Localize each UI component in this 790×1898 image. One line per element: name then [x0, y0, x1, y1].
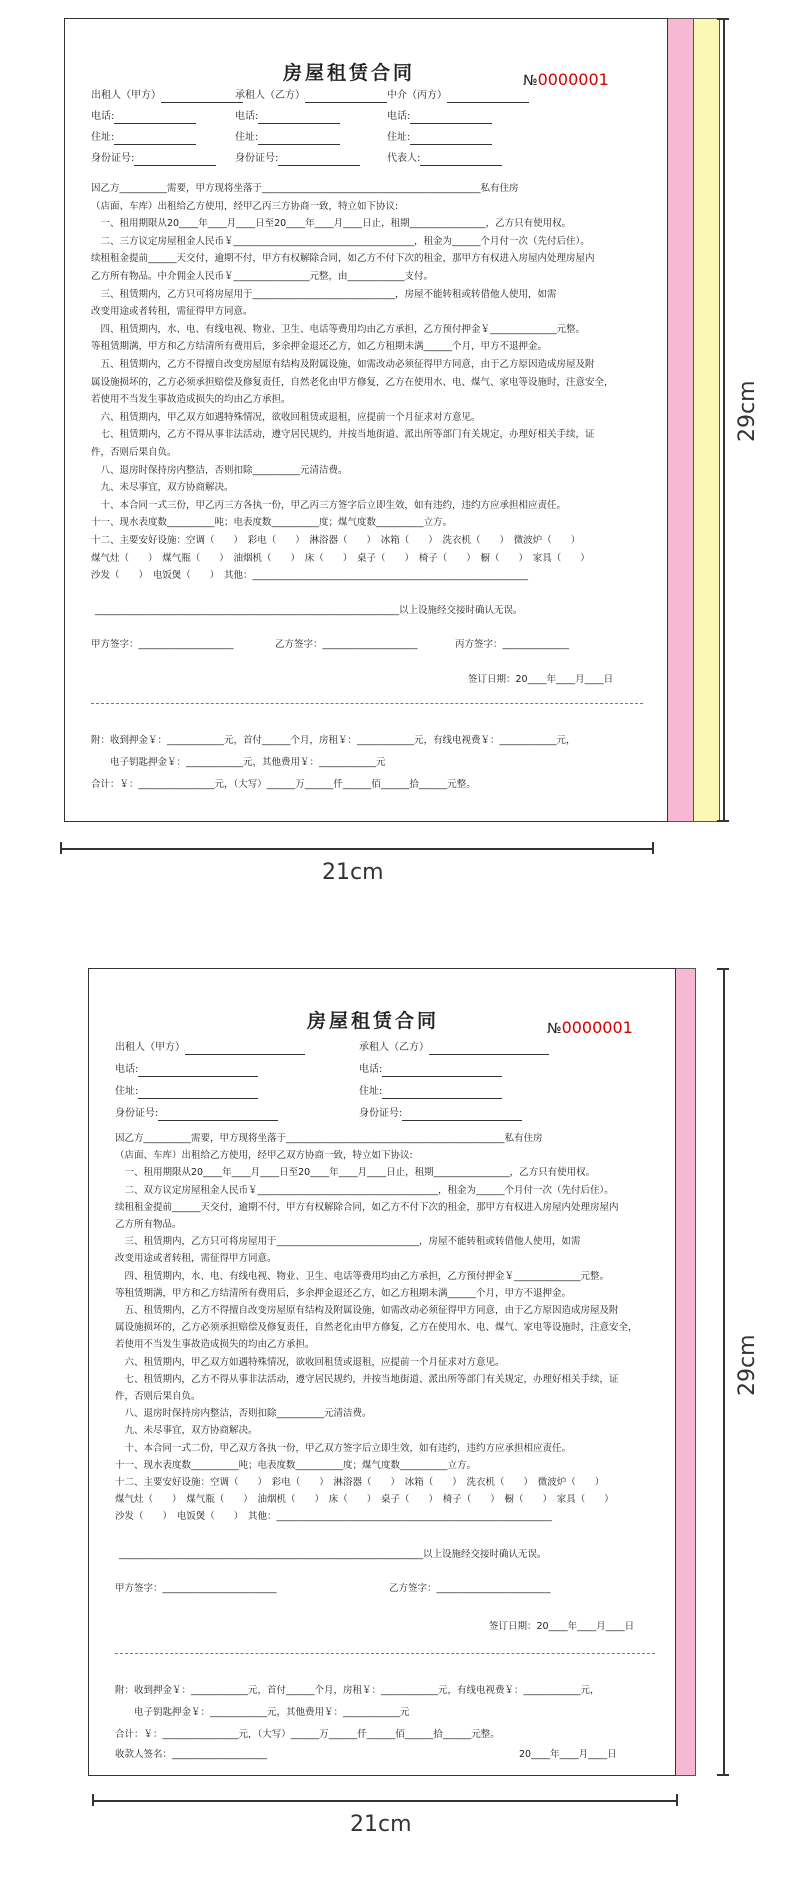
clause-line: 煤气灶（ ） 煤气瓶（ ） 油烟机（ ） 床（ ） 桌子（ ） 椅子（ ） 橱（ ） 家具（ ）	[115, 1494, 614, 1506]
form1-row2-field-2[interactable]	[387, 110, 492, 124]
clause-line: 三、租赁期内，乙方只可将房屋用于______________________________，房屋不能转租或转借他人使用，如需	[91, 288, 557, 300]
clause-line: 四、租赁期内，水、电、有线电视、物业、卫生、电话等费用均由乙方承担，乙方预付押金￥______________元整。	[91, 323, 586, 335]
form2-row1-label-1: 承租人（乙方）	[359, 1042, 429, 1053]
form1-row1-label-1: 承租人（乙方）	[235, 90, 305, 101]
serial-value: 0000001	[537, 70, 609, 89]
contract-form-two-party	[88, 968, 676, 1776]
form1-row3-label-2: 住址:	[387, 132, 411, 143]
form1-row1-label-2: 中介（丙方）	[387, 90, 447, 101]
form1-row1-field-2[interactable]	[387, 89, 529, 103]
serial-number	[523, 69, 609, 91]
clause-line: 件，否则后果自负。	[91, 447, 177, 458]
clause-line: 等租赁期满，甲方和乙方结清所有费用后，多余押金退还乙方，如乙方租期未满______个月，甲方不退押金。	[115, 1287, 572, 1299]
clause-line: 因乙方__________需要，甲方现将坐落于______________________________________________私有住房	[91, 183, 519, 194]
form2-row3-label-0: 住址:	[115, 1086, 139, 1097]
form1-row2-field-0[interactable]	[91, 110, 196, 124]
form2-row4-input-1[interactable]	[402, 1109, 522, 1121]
height-dimension-label: 29cm	[735, 380, 760, 442]
form1-row1-input-2[interactable]	[447, 91, 529, 103]
height-dimension-tick-top-2	[717, 968, 729, 970]
serial-prefix: №	[523, 73, 538, 89]
serial-value-2: 0000001	[561, 1018, 633, 1037]
clause-line: 五、租赁期内，乙方不得擅自改变房屋原有结构及附属设施，如需改动必须征得甲方同意，由于乙方原因造成房屋及附	[115, 1305, 619, 1316]
width-dimension-label: 21cm	[322, 860, 384, 885]
clause-line: 十、本合同一式二份，甲乙双方各执一份，甲乙双方签字后立即生效，如有违约，违约方应承担相应责任。	[115, 1442, 572, 1454]
form1-row4-field-2[interactable]	[387, 152, 502, 166]
serial-number-2	[547, 1017, 633, 1039]
clause-line: 属设施损坏的，乙方必须承担赔偿及修复责任，自然老化由甲方修复，乙方在使用水、电、煤气、家电等设施时，注意安全，	[91, 376, 614, 388]
page-title-2: 房屋租赁合同	[307, 1010, 440, 1032]
form1-row4-field-1[interactable]	[235, 152, 360, 166]
width-dimension-tick-right-2	[676, 1794, 678, 1806]
form2-row1-input-1[interactable]	[429, 1043, 549, 1055]
form2-row1-input-0[interactable]	[185, 1043, 305, 1055]
signature-party-b: 乙方签字：____________________	[275, 639, 418, 650]
form2-row2-field-0[interactable]	[115, 1063, 258, 1077]
clause-line: 九、未尽事宜，双方协商解决。	[115, 1425, 258, 1437]
clause-line: 十二、主要安好设施：空调（ ） 彩电（ ） 淋浴器（ ） 冰箱（ ） 洗衣机（ ） 微波炉（ ）	[115, 1477, 605, 1488]
fee-line-2-2: 电子钥匙押金￥：____________元，其他费用￥：____________元	[115, 1707, 410, 1718]
receiver-signature: 收款人签名：____________________	[115, 1749, 268, 1760]
signing-date-2: 签订日期：20____年____月____日	[489, 1621, 635, 1632]
clause-line: 十一、现水表度数__________吨；电表度数__________度；煤气度数__________立方。	[91, 517, 453, 529]
clause-line: 七、租赁期内，乙方不得从事非法活动，遵守居民规约，并按当地街道、派出所等部门有关规定，办理好相关手续，证	[91, 429, 595, 441]
clause-line: 二、三方议定房屋租金人民币￥______________________________________，租金为______个月付一次（先付后住）。	[91, 235, 590, 247]
form1-row4-input-0[interactable]	[134, 154, 216, 166]
clause-line: 四、租赁期内，水、电、有线电视、物业、卫生、电话等费用均由乙方承担，乙方预付押金￥______________元整。	[115, 1270, 610, 1282]
form2-row2-input-0[interactable]	[138, 1065, 258, 1077]
clause-line: 五、租赁期内，乙方不得擅自改变房屋原有结构及附属设施，如需改动必须征得甲方同意，由于乙方原因造成房屋及附	[91, 359, 595, 370]
clause-line: 属设施损坏的，乙方必须承担赔偿及修复责任，自然老化由甲方修复，乙方在使用水、电、煤气、家电等设施时，注意安全，	[115, 1322, 638, 1334]
clause-line: 六、租赁期内，甲乙双方如遇特殊情况，欲收回租赁或退租，应提前一个月征求对方意见。	[115, 1356, 505, 1368]
clause-line: 续租租金提前______天交付，逾期不付，甲方有权解除合同，如乙方不付下次的租金，那甲方有权进入房屋内处理房屋内	[115, 1201, 619, 1213]
facility-confirm-2: ________________________________________________________________以上设施经交接时确认无误。	[119, 1549, 547, 1560]
divider-line-2	[115, 1653, 655, 1654]
form1-row4-input-2[interactable]	[420, 154, 502, 166]
form1-row3-field-1[interactable]	[235, 131, 340, 145]
height-dimension-tick-bottom-2	[717, 1774, 729, 1776]
form1-row3-input-1[interactable]	[258, 133, 340, 145]
clause-line: 九、未尽事宜，双方协商解决。	[91, 482, 234, 494]
form2-row4-field-1[interactable]	[359, 1107, 522, 1121]
fee-total: 合计：￥：________________元，（大写）______万______仟______佰______拾______元整。	[91, 779, 476, 790]
clause-line: 改变用途或者转租，需征得甲方同意。	[115, 1253, 277, 1265]
signature-party-b-2: 乙方签字：________________________	[389, 1583, 551, 1594]
clause-line: 若使用不当发生事故造成损失的均由乙方承担。	[91, 394, 291, 406]
form2-row3-field-1[interactable]	[359, 1085, 502, 1099]
width-dimension-tick-right	[652, 842, 654, 854]
clause-line: 一、租用期限从20____年____月____日至20____年____月____日止，租期________________，乙方只有使用权。	[91, 218, 572, 230]
form1-row1-field-0[interactable]	[91, 89, 243, 103]
clause-line: 二、双方议定房屋租金人民币￥______________________________________，租金为______个月付一次（先付后住）。	[115, 1184, 614, 1196]
clause-line: 因乙方__________需要，甲方现将坐落于______________________________________________私有住房	[115, 1133, 543, 1144]
signing-date: 签订日期：20____年____月____日	[468, 674, 614, 685]
fee-line-2: 电子钥匙押金￥：____________元，其他费用￥：____________元	[91, 757, 386, 768]
form1-row4-label-0: 身份证号:	[91, 153, 135, 164]
clause-line: 十、本合同一式三份，甲乙丙三方各执一份，甲乙丙三方签字后立即生效，如有违约，违约方应承担相应责任。	[91, 499, 567, 511]
clause-line: 三、租赁期内，乙方只可将房屋用于______________________________，房屋不能转租或转借他人使用，如需	[115, 1236, 581, 1248]
clause-line: 件，否则后果自负。	[115, 1391, 201, 1402]
clause-line: 沙发（ ） 电饭煲（ ） 其他：__________________________________________________________	[91, 570, 529, 582]
form1-row3-field-0[interactable]	[91, 131, 196, 145]
form1-row3-input-0[interactable]	[114, 133, 196, 145]
form2-row4-field-0[interactable]	[115, 1107, 278, 1121]
form1-row3-label-0: 住址:	[91, 132, 115, 143]
form2-row3-field-0[interactable]	[115, 1085, 258, 1099]
form1-row3-field-2[interactable]	[387, 131, 492, 145]
height-dimension-label-2: 29cm	[735, 1334, 760, 1396]
form1-row2-input-1[interactable]	[258, 112, 340, 124]
clause-line: 改变用途或者转租，需征得甲方同意。	[91, 306, 253, 318]
form2-row2-label-0: 电话:	[115, 1064, 139, 1075]
signature-party-a: 甲方签字：____________________	[91, 639, 234, 650]
clause-line: 若使用不当发生事故造成损失的均由乙方承担。	[115, 1339, 315, 1351]
form2-row4-input-0[interactable]	[158, 1109, 278, 1121]
contract-form-three-party	[64, 18, 668, 822]
clause-line: 乙方所有物品。	[115, 1219, 182, 1230]
fee-total-2: 合计：￥：________________元，（大写）______万______仟______佰______拾______元整。	[115, 1729, 500, 1740]
clause-line: 沙发（ ） 电饭煲（ ） 其他：__________________________________________________________	[115, 1511, 553, 1523]
clause-line: 十二、主要安好设施：空调（ ） 彩电（ ） 淋浴器（ ） 冰箱（ ） 洗衣机（ ） 微波炉（ ）	[91, 535, 581, 546]
form1-row3-input-2[interactable]	[410, 133, 492, 145]
form1-row2-input-0[interactable]	[114, 112, 196, 124]
form1-row1-input-0[interactable]	[161, 91, 243, 103]
form1-row2-field-1[interactable]	[235, 110, 340, 124]
form2-row1-field-0[interactable]	[115, 1041, 305, 1055]
clause-line: 续租租金提前______天交付，逾期不付，甲方有权解除合同，如乙方不付下次的租金，那甲方有权进入房屋内处理房屋内	[91, 253, 595, 265]
form2-row4-label-1: 身份证号:	[359, 1108, 403, 1119]
form2-row4-label-0: 身份证号:	[115, 1108, 159, 1119]
height-dimension-line	[723, 18, 725, 822]
form1-row1-label-0: 出租人（甲方）	[91, 90, 161, 101]
form2-row2-label-1: 电话:	[359, 1064, 383, 1075]
form1-row4-input-1[interactable]	[278, 154, 360, 166]
form1-row1-input-1[interactable]	[305, 91, 387, 103]
clause-line: 八、退房时保持房内整洁，否则扣除__________元清洁费。	[115, 1408, 372, 1420]
clause-line: 十一、现水表度数__________吨；电表度数__________度；煤气度数__________立方。	[115, 1459, 477, 1471]
clause-line: （店面、车库）出租给乙方使用，经甲乙丙三方协商一致，特立如下协议:	[91, 200, 399, 212]
clause-line: 八、退房时保持房内整洁，否则扣除__________元清洁费。	[91, 464, 348, 476]
form2-row3-label-1: 住址:	[359, 1086, 383, 1097]
width-dimension-tick-left-2	[92, 1794, 94, 1806]
fee-line-1: 附：收到押金￥：____________元，首付______个月，房租￥：____________元，有线电视费￥：____________元，	[91, 735, 576, 746]
clause-line: 乙方所有物品。中介佣金人民币￥________________元整，由____________支付。	[91, 271, 434, 282]
facility-confirm: ________________________________________________________________以上设施经交接时确认无误。	[95, 605, 523, 616]
serial-prefix-2: №	[547, 1021, 562, 1037]
receiver-date: 20____年____月____日	[519, 1749, 617, 1760]
height-dimension-tick-bottom	[717, 820, 729, 822]
width-dimension-line	[60, 848, 654, 850]
form2-row3-input-1[interactable]	[382, 1087, 502, 1099]
form1-row1-field-1[interactable]	[235, 89, 387, 103]
form2-row3-input-0[interactable]	[138, 1087, 258, 1099]
form2-row1-field-1[interactable]	[359, 1041, 549, 1055]
height-dimension-line-2	[723, 968, 725, 1776]
width-dimension-label-2: 21cm	[350, 1812, 412, 1837]
width-dimension-tick-left	[60, 842, 62, 854]
form1-row4-field-0[interactable]	[91, 152, 216, 166]
form1-row2-label-2: 电话:	[387, 111, 411, 122]
fee-line-1-2: 附：收到押金￥：____________元，首付______个月，房租￥：____________元，有线电视费￥：____________元，	[115, 1685, 600, 1696]
form1-row2-input-2[interactable]	[410, 112, 492, 124]
form1-row4-label-2: 代表人:	[387, 153, 421, 164]
form2-row2-input-1[interactable]	[382, 1065, 502, 1077]
form1-row3-label-1: 住址:	[235, 132, 259, 143]
clause-line: 六、租赁期内，甲乙双方如遇特殊情况，欲收回租赁或退租，应提前一个月征求对方意见。	[91, 411, 481, 423]
height-dimension-tick-top	[717, 18, 729, 20]
signature-party-c: 丙方签字：______________	[455, 639, 570, 650]
signature-party-a-2: 甲方签字：________________________	[115, 1583, 277, 1594]
form2-row1-label-0: 出租人（甲方）	[115, 1042, 185, 1053]
form2-row2-field-1[interactable]	[359, 1063, 502, 1077]
clause-line: 煤气灶（ ） 煤气瓶（ ） 油烟机（ ） 床（ ） 桌子（ ） 椅子（ ） 橱（ ） 家具（ ）	[91, 552, 590, 564]
width-dimension-line-2	[92, 1800, 678, 1802]
form1-row2-label-0: 电话:	[91, 111, 115, 122]
clause-line: （店面、车库）出租给乙方使用，经甲乙双方协商一致，特立如下协议:	[115, 1150, 413, 1162]
clause-line: 一、租用期限从20____年____月____日至20____年____月____日止，租期________________，乙方只有使用权。	[115, 1167, 596, 1179]
page-title: 房屋租赁合同	[283, 62, 416, 84]
form1-row2-label-1: 电话:	[235, 111, 259, 122]
clause-line: 七、租赁期内，乙方不得从事非法活动，遵守居民规约，并按当地街道、派出所等部门有关规定，办理好相关手续，证	[115, 1373, 619, 1385]
clause-line: 等租赁期满，甲方和乙方结清所有费用后，多余押金退还乙方，如乙方租期未满______个月，甲方不退押金。	[91, 341, 548, 353]
divider-line	[91, 703, 643, 704]
form1-row4-label-1: 身份证号:	[235, 153, 279, 164]
